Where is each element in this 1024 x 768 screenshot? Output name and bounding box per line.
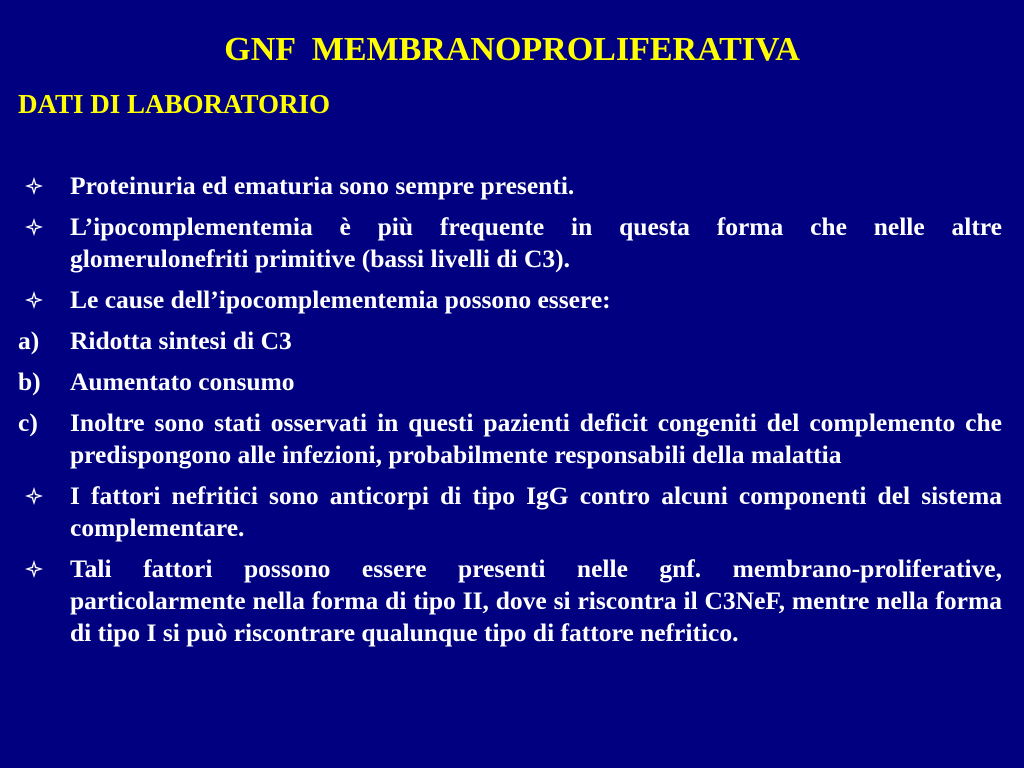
list-item <box>18 553 1002 649</box>
list-item <box>18 170 1002 202</box>
list-item <box>18 480 1002 544</box>
list-item-text: Tali fattori possono essere presenti nelle gnf. membrano-proliferative, particolarmente nella forma di tipo II, dove si riscontra il C3NeF, mentre nella forma di tipo I si può riscontrare qualunque tipo di fattore nefritico. <box>70 554 1002 647</box>
list-item <box>18 211 1002 275</box>
list-item-text: Proteinuria ed ematuria sono sempre presenti. <box>70 171 575 200</box>
content-list <box>18 170 1002 658</box>
list-item-text: Le cause dell’ipocomplementemia possono essere: <box>70 285 611 314</box>
list-item-text: Ridotta sintesi di C3 <box>70 326 292 355</box>
list-item-text: I fattori nefritici sono anticorpi di tipo IgG contro alcuni componenti del sistema complementare. <box>70 481 1002 542</box>
letter-marker: a) <box>18 326 40 355</box>
slide-title: GNF MEMBRANOPROLIFERATIVA <box>224 31 800 68</box>
slide-subtitle: DATI DI LABORATORIO <box>18 89 331 119</box>
list-item <box>18 366 1002 398</box>
list-item <box>18 407 1002 471</box>
list-item-text: L’ipocomplementemia è più frequente in questa forma che nelle altre glomerulonefriti primitive (bassi livelli di C3). <box>70 212 1002 273</box>
list-item <box>18 284 1002 316</box>
list-item-text: Inoltre sono stati osservati in questi pazienti deficit congeniti del complemento che predispongono alle infezioni, probabilmente responsabili della malattia <box>70 408 1002 469</box>
list-item <box>18 325 1002 357</box>
letter-marker: b) <box>18 367 41 396</box>
list-item-text: Aumentato consumo <box>70 367 295 396</box>
letter-marker: c) <box>18 408 38 437</box>
